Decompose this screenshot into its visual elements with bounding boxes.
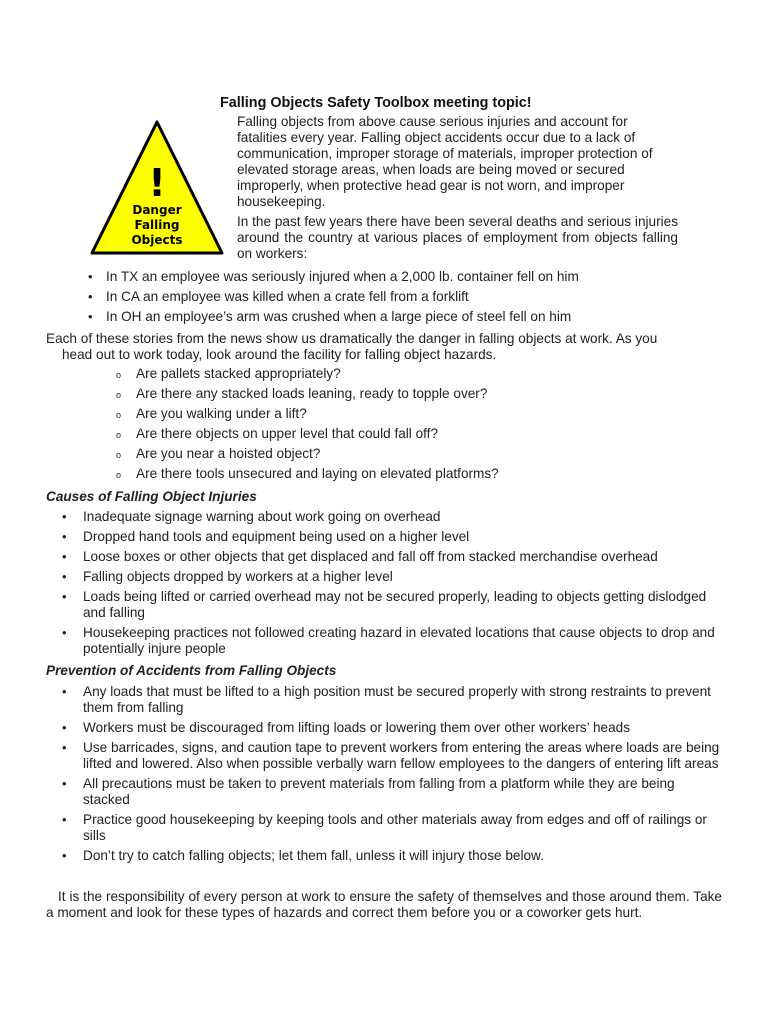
intro-section [237,114,678,262]
cause-item: • Loads being lifted or carried overhead may not be secured properly, leading to objects getting dislodged and falling [62,589,722,621]
incident-item: • In TX an employee was seriously injured when a 2,000 lb. container fell on him [84,269,684,289]
intro-paragraph-1: Falling objects from above cause serious injuries and account for fatalities every year. Falling object accidents occur due to a lack of communication, improper storage of materials, improper protection of elevated storage areas, when loads are being moved or secured improperly, when protective head gear is not worn, and improper housekeeping. [237,114,653,209]
hazard-question: o Are you near a hoisted object? [116,446,636,466]
cause-item: • Loose boxes or other objects that get displaced and fall off from stacked merchandise overhead [62,549,722,565]
hazard-question-list [116,366,636,486]
hazard-question: o Are there tools unsecured and laying on elevated platforms? [116,466,636,486]
causes-list [62,509,722,661]
hazard-question: o Are you walking under a lift? [116,406,636,426]
prevention-item: • Any loads that must be lifted to a high position must be secured properly with strong restraints to prevent them from falling [62,684,722,716]
stories-line-2: head out to work today, look around the facility for falling object hazards. [62,347,497,362]
prevention-item: • Practice good housekeeping by keeping tools and other materials away from edges and off of railings or sills [62,812,722,844]
cause-item: • Dropped hand tools and equipment being used on a higher level [62,529,722,545]
incident-list [84,269,684,329]
hazard-question: o Are pallets stacked appropriately? [116,366,636,386]
cause-item: • Housekeeping practices not followed creating hazard in elevated locations that cause objects to drop and potentially injure people [62,625,722,657]
cause-item: • Inadequate signage warning about work going on overhead [62,509,722,525]
sign-line-3: Objects [131,233,183,247]
closing-text: It is the responsibility of every person at work to ensure the safety of themselves and those around them. Take a moment and look for these types of hazards and correct them before you or a coworker gets hurt. [46,889,722,920]
sign-exclamation: ! [148,161,166,205]
prevention-heading: Prevention of Accidents from Falling Objects [46,663,337,678]
prevention-list [62,684,722,868]
hazard-question: o Are there objects on upper level that could fall off? [116,426,636,446]
incident-item: • In CA an employee was killed when a crate fell from a forklift [84,289,684,309]
document-title: Falling Objects Safety Toolbox meeting topic! [220,95,532,111]
prevention-item: • Use barricades, signs, and caution tape to prevent workers from entering the areas where loads are being lifted and lowered. Also when possible verbally warn fellow employees to the dangers of entering lift areas [62,740,722,772]
closing-paragraph [46,889,722,921]
danger-falling-objects-warning-icon [88,118,226,258]
sign-line-2: Falling [134,218,180,232]
incident-item: • In OH an employee’s arm was crushed when a large piece of steel fell on him [84,309,684,329]
sign-line-1: Danger [132,203,182,217]
hazard-question: o Are there any stacked loads leaning, ready to topple over? [116,386,636,406]
causes-heading: Causes of Falling Object Injuries [46,489,257,504]
prevention-item: • All precautions must be taken to prevent materials from falling from a platform while they are being stacked [62,776,722,808]
cause-item: • Falling objects dropped by workers at a higher level [62,569,722,585]
prevention-item: • Workers must be discouraged from lifting loads or lowering them over other workers’ heads [62,720,722,736]
prevention-item: • Don’t try to catch falling objects; let them fall, unless it will injury those below. [62,848,722,864]
stories-line-1: Each of these stories from the news show us dramatically the danger in falling objects at work. As you [46,331,658,346]
intro-paragraph-2: In the past few years there have been several deaths and serious injuries around the country at various places of employment from objects falling on workers: [237,214,678,261]
stories-paragraph [46,331,686,363]
